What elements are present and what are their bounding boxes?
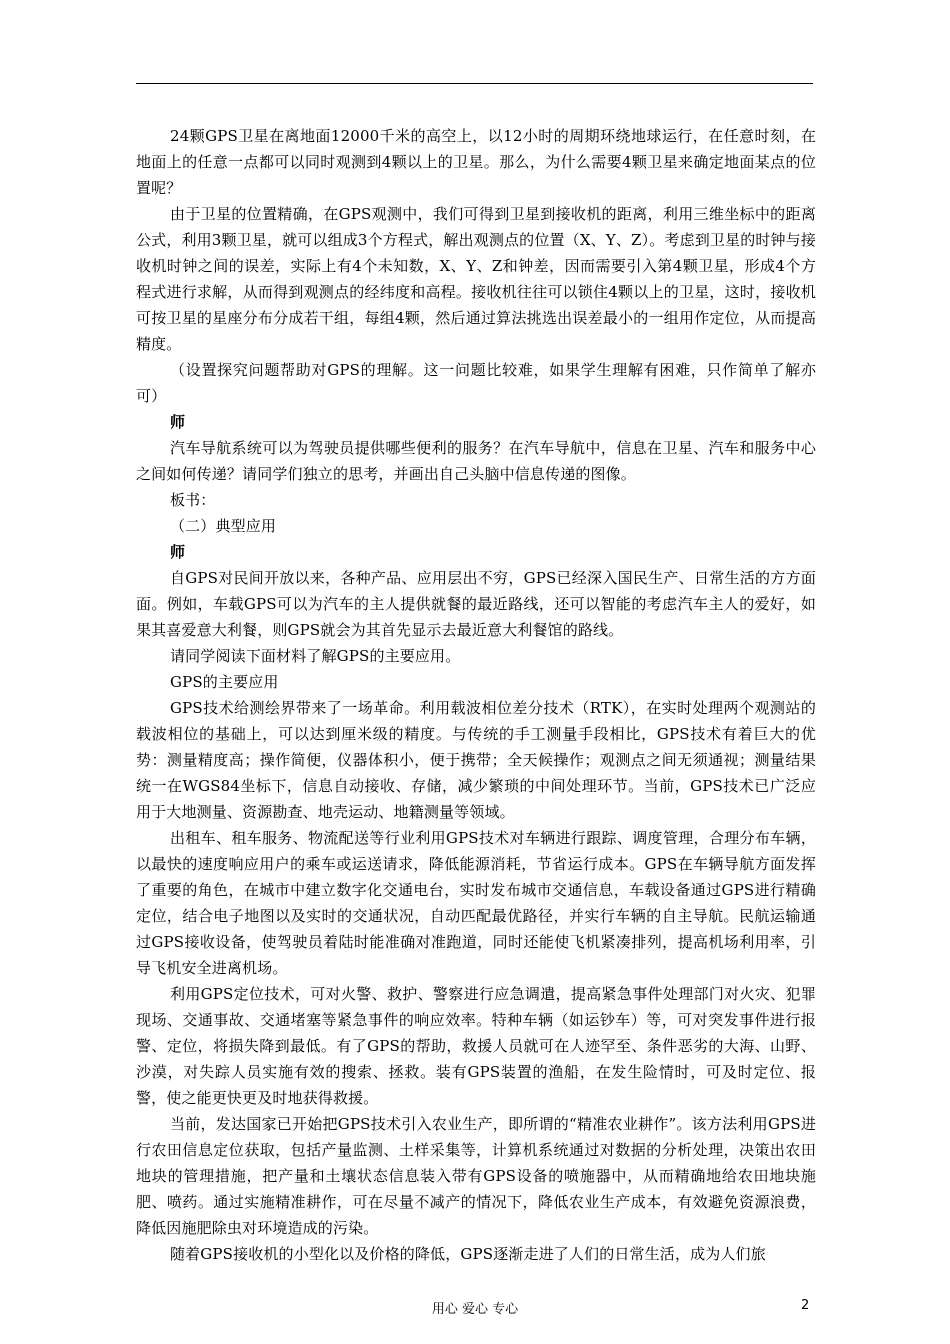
paragraph-gps-civilian-use: 自GPS对民间开放以来，各种产品、应用层出不穷，GPS已经深入国民生产、日常生活的方方面面。例如，车载GPS可以为汽车的主人提供就餐的最近路线，还可以智能的考虑汽车主人的爱好，如果其喜爱意大利餐，则GPS就会为其首先显示去最近意大利餐馆的路线。	[136, 569, 816, 639]
paragraph-surveying: GPS技术给测绘界带来了一场革命。利用载波相位差分技术（RTK），在实时处理两个观测站的载波相位的基础上，可以达到厘米级的精度。与传统的手工测量手段相比，GPS技术有着巨大的优势：测量精度高；操作简便，仪器体积小，便于携带；全天候操作；观测点之间无须通视；测量结果统一在WGS84坐标下，信息自动接收、存储，减少繁琐的中间处理环节。当前，GPS技术已广泛应用于大地测量、资源勘查、地壳运动、地籍测量等领域。	[136, 699, 816, 821]
speaker-label-teacher: 师	[170, 543, 186, 561]
paragraph-teaching-note: （设置探究问题帮助对GPS的理解。这一问题比较难，如果学生理解有困难，只作简单了解亦可）	[136, 361, 816, 405]
blackboard-label: 板书：	[170, 491, 216, 509]
material-title: GPS的主要应用	[170, 673, 279, 691]
header-rule	[136, 83, 813, 84]
paragraph-car-navigation-question: 汽车导航系统可以为驾驶员提供哪些便利的服务？在汽车导航中，信息在卫星、汽车和服务中心之间如何传递？请同学们独立的思考，并画出自己头脑中信息传递的图像。	[136, 439, 816, 483]
page-footer: 用心 爱心 专心	[431, 1302, 519, 1317]
section-heading-typical-applications: （二）典型应用	[170, 517, 277, 535]
paragraph-positioning-principle: 由于卫星的位置精确，在GPS观测中，我们可得到卫星到接收机的距离，利用三维坐标中的距离公式，利用3颗卫星，就可以组成3个方程式，解出观测点的位置（X、Y、Z）。考虑到卫星的时钟与接收机时钟之间的误差，实际上有4个未知数，X、Y、Z和钟差，因而需要引入第4颗卫星，形成4个方程式进行求解，从而得到观测点的经纬度和高程。接收机往往可以锁住4颗以上的卫星，这时，接收机可按卫星的星座分布分成若干组，每组4颗，然后通过算法挑选出误差最小的一组用作定位，从而提高精度。	[136, 205, 816, 353]
document-body	[136, 123, 816, 1267]
page-number: 2	[801, 1298, 810, 1313]
speaker-label-teacher: 师	[170, 413, 186, 431]
paragraph-gps-satellites: 24颗GPS卫星在离地面12000千米的高空上，以12小时的周期环绕地球运行，在任意时刻，在地面上的任意一点都可以同时观测到4颗以上的卫星。那么，为什么需要4颗卫星来确定地面某点的位置呢？	[136, 127, 816, 197]
paragraph-reading-instruction: 请同学阅读下面材料了解GPS的主要应用。	[170, 647, 461, 665]
paragraph-precision-agriculture: 当前，发达国家已开始把GPS技术引入农业生产，即所谓的“精准农业耕作”。该方法利用GPS进行农田信息定位获取，包括产量监测、土样采集等，计算机系统通过对数据的分析处理，决策出农田地块的管理措施，把产量和土壤状态信息装入带有GPS设备的喷施器中，从而精确地给农田地块施肥、喷药。通过实施精准耕作，可在尽量不减产的情况下，降低农业生产成本，有效避免资源浪费，降低因施肥除虫对环境造成的污染。	[136, 1115, 816, 1237]
paragraph-emergency-response: 利用GPS定位技术，可对火警、救护、警察进行应急调遣，提高紧急事件处理部门对火灾、犯罪现场、交通事故、交通堵塞等紧急事件的响应效率。特种车辆（如运钞车）等，可对突发事件进行报警、定位，将损失降到最低。有了GPS的帮助，救援人员就可在人迹罕至、条件恶劣的大海、山野、沙漠，对失踪人员实施有效的搜索、拯救。装有GPS装置的渔船，在发生险情时，可及时定位、报警，使之能更快更及时地获得救援。	[136, 985, 816, 1107]
paragraph-vehicle-tracking: 出租车、租车服务、物流配送等行业利用GPS技术对车辆进行跟踪、调度管理，合理分布车辆，以最快的速度响应用户的乘车或运送请求，降低能源消耗，节省运行成本。GPS在车辆导航方面发挥了重要的角色，在城市中建立数字化交通电台，实时发布城市交通信息，车载设备通过GPS进行精确定位，结合电子地图以及实时的交通状况，自动匹配最优路径，并实行车辆的自主导航。民航运输通过GPS接收设备，使驾驶员着陆时能准确对准跑道，同时还能使飞机紧凑排列，提高机场利用率，引导飞机安全进离机场。	[136, 829, 816, 977]
paragraph-daily-life: 随着GPS接收机的小型化以及价格的降低，GPS逐渐走进了人们的日常生活，成为人们旅	[170, 1245, 766, 1263]
